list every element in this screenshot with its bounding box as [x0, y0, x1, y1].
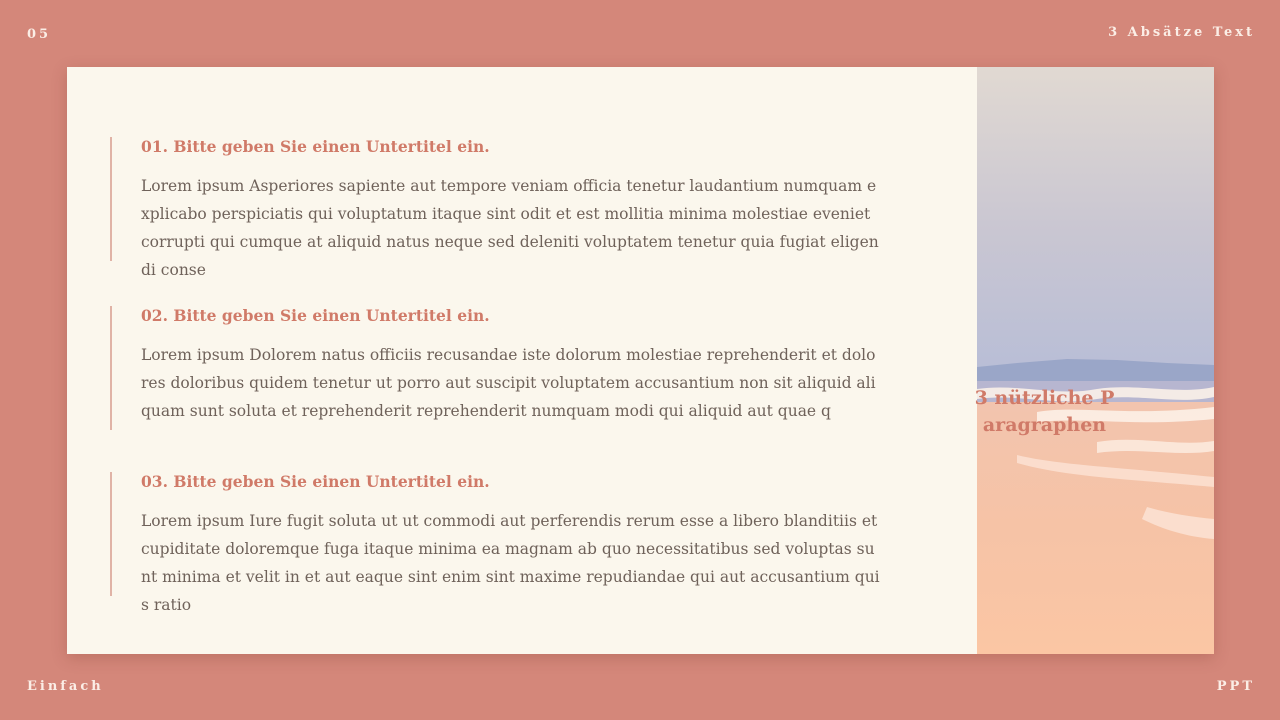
paragraph-body: Lorem ipsum Dolorem natus officiis recusandae iste dolorum molestiae reprehenderit et dolores doloribus quidem tenetur ut porro aut suscipit voluptatem accusantium non sit aliquid aliquam sunt soluta et reprehenderit reprehenderit numquam modi qui aliquid aut quae q	[141, 346, 876, 420]
content-card	[67, 67, 1214, 654]
footer-left-label: Einfach	[27, 679, 104, 694]
paragraph-subtitle: 02. Bitte geben Sie einen Untertitel ein.	[141, 306, 490, 325]
beach-photo	[977, 67, 1214, 654]
paragraph-section-2	[110, 306, 921, 430]
slide-number: 05	[27, 27, 52, 42]
header-title: 3 Absätze Text	[1108, 25, 1255, 40]
paragraph-body: Lorem ipsum Asperiores sapiente aut tempore veniam officia tenetur laudantium numquam explicabo perspiciatis qui voluptatum itaque sint odit et est mollitia minima molestiae eveniet corrupti qui cumque at aliquid natus neque sed deleniti voluptatem tenetur quia fugiat eligendi conse	[141, 177, 879, 279]
paragraph-body: Lorem ipsum Iure fugit soluta ut ut commodi aut perferendis rerum esse a libero blanditiis et cupiditate doloremque fuga itaque minima ea magnam ab quo necessitatibus sed voluptas sunt minima et velit in et aut eaque sint enim sint maxime repudiandae qui aut accusantium quis ratio	[141, 512, 880, 614]
side-title: 3 nützliche Paragraphen	[974, 387, 1115, 436]
paragraph-subtitle: 03. Bitte geben Sie einen Untertitel ein.	[141, 472, 490, 491]
paragraph-subtitle: 01. Bitte geben Sie einen Untertitel ein.	[141, 137, 490, 156]
paragraph-section-3	[110, 472, 921, 614]
paragraph-section-1	[110, 137, 921, 279]
footer-right-label: PPT	[1216, 679, 1255, 694]
